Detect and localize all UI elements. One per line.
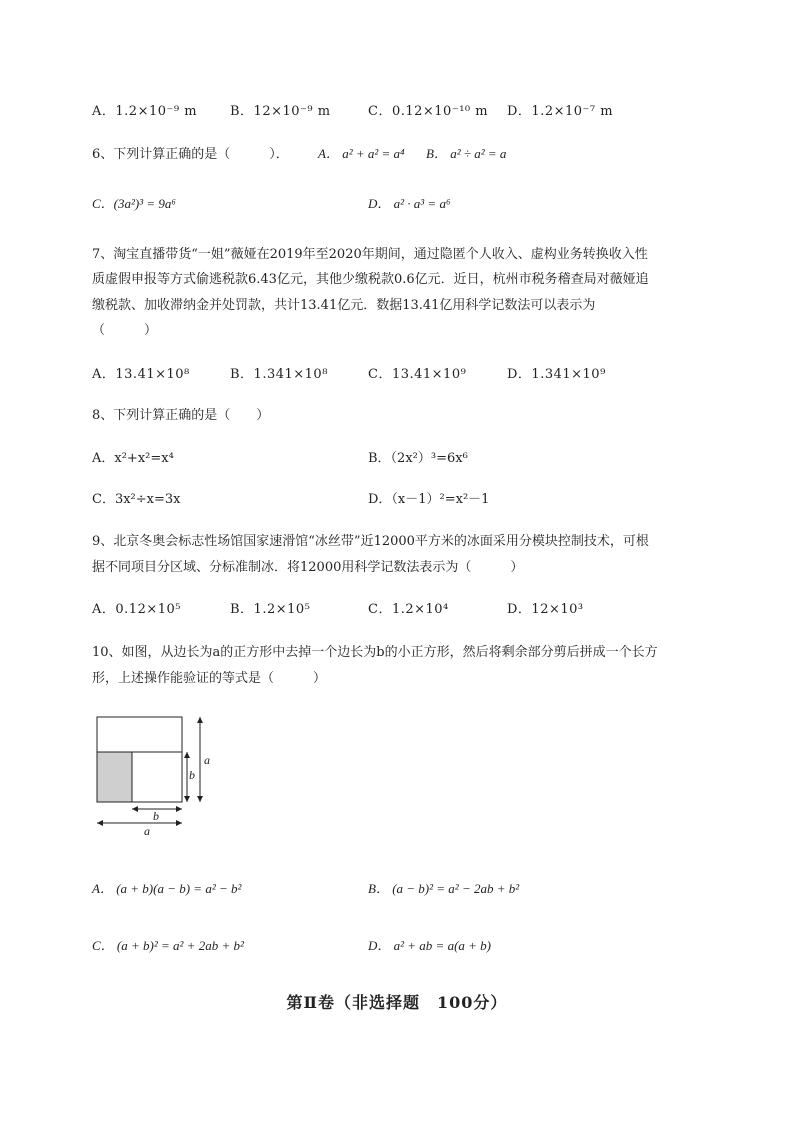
q10-option-c: C． (a + b)² = a² + 2ab + b² [92,938,244,953]
q8-option-a: A．x²+x²=x⁴ [92,451,174,466]
q10-option-d: D． a² + ab = a(a + b) [368,938,492,953]
q7-option-a: A．13.41×10⁸ [92,367,190,382]
q9-option-a: A．0.12×10⁵ [92,602,181,617]
q10-option-a: A． (a + b)(a − b) = a² − b² [92,881,242,896]
square-figure [90,712,220,842]
q10-line-1: 10、如图，从边长为a的正方形中去掉一个边长为b的小正方形，然后将剩余部分剪后拼成一个长方 [92,645,658,660]
q9-option-b: B．1.2×10⁵ [230,602,311,617]
q5-option-a: A．1.2×10⁻⁹ m [92,104,198,119]
q6-option-d: D． a² · a³ = a⁶ [368,196,451,211]
q8-option-b: B．（2x²）³=6x⁶ [368,451,468,466]
q6-option-c: C．(3a²)³ = 9a⁶ [92,196,176,211]
label-a-bottom: a [144,824,150,838]
q8-option-c: C．3x²÷x=3x [92,492,181,507]
q9-line-1: 9、北京冬奥会标志性场馆国家速滑馆“冰丝带”近12000平方米的冰面采用分模块控制技术，可根 [92,534,649,549]
shaded-rect [97,752,132,802]
q7-line-3: 缴税款、加收滞纳金并处罚款，共计13.41亿元．数据13.41亿用科学记数法可以表示为 [92,298,596,313]
q6-option-b: B． a² ÷ a² = a [426,146,507,161]
q7-option-c: C．13.41×10⁹ [368,367,467,382]
q9-option-c: C．1.2×10⁴ [368,602,449,617]
small-square [132,752,182,802]
q8-option-d: D．（x－1）²=x²－1 [368,492,490,507]
q10-option-b: B． (a − b)² = a² − 2ab + b² [368,881,520,896]
q7-option-d: D．1.341×10⁹ [507,367,606,382]
section-2-title: 第Ⅱ卷（非选择题 100分） [286,993,508,1012]
q8-stem: 8、下列计算正确的是（ ） [92,408,270,423]
q7-line-1: 7、淘宝直播带货“一姐”薇娅在2019年至2020年期间，通过隐匿个人收入、虚构业务转换收入性 [92,247,648,262]
label-b-bottom: b [153,809,159,823]
q5-option-d: D．1.2×10⁻⁷ m [507,104,614,119]
q9-line-2: 据不同项目分区域、分标准制冰．将12000用科学记数法表示为（ ） [92,560,524,575]
q10-line-2: 形，上述操作能验证的等式是（ ） [92,671,327,686]
label-a-right: a [204,753,210,767]
q5-option-c: C．0.12×10⁻¹⁰ m [368,104,489,119]
q9-option-d: D．12×10³ [507,602,584,617]
q6-option-a: A． a² + a² = a⁴ [318,146,405,161]
q5-option-b: B．12×10⁻⁹ m [230,104,331,119]
q7-line-2: 质虚假申报等方式偷逃税款6.43亿元，其他少缴税款0.6亿元．近日，杭州市税务稽查局对薇娅追 [92,272,649,287]
label-b-right: b [189,768,195,782]
q7-option-b: B．1.341×10⁸ [230,367,328,382]
q7-line-4: （ ） [92,323,158,338]
q6-stem: 6、下列计算正确的是（ ）． [92,147,289,162]
